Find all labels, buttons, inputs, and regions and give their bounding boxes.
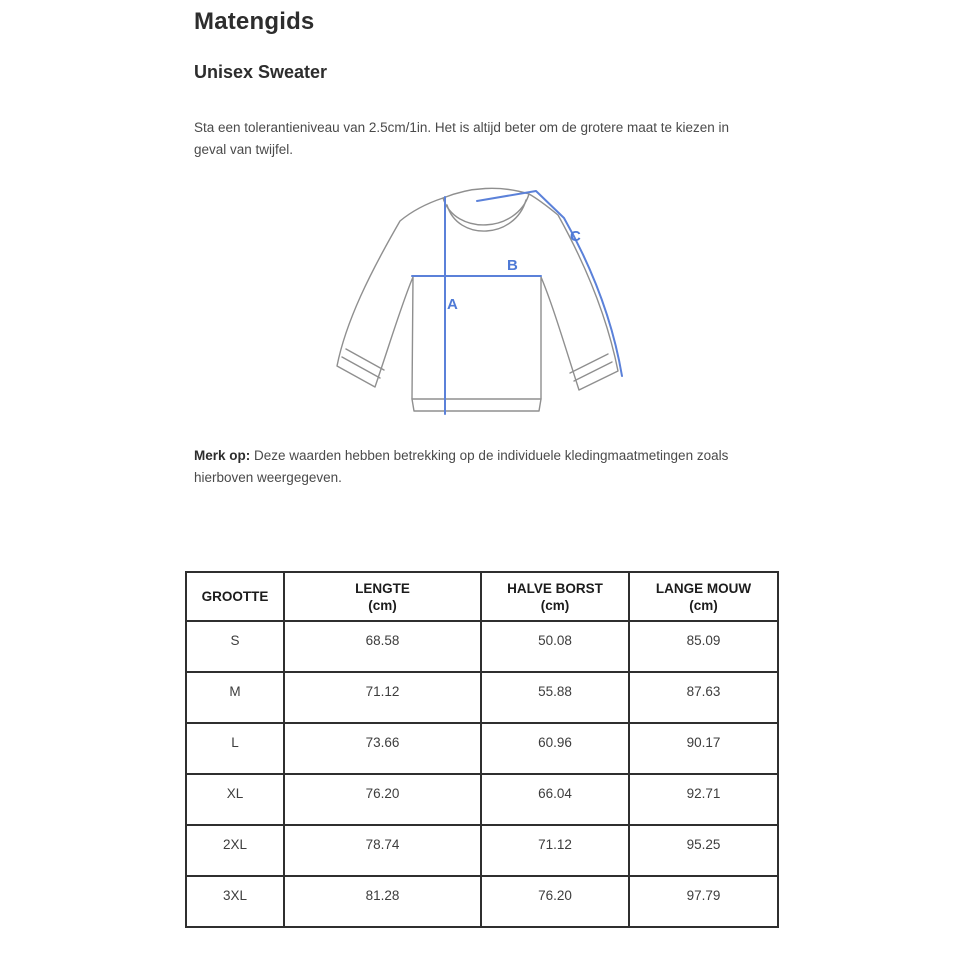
size-cell: S <box>186 621 284 672</box>
column-label: LANGE MOUW <box>655 580 752 596</box>
lengte-cell: 78.74 <box>284 825 481 876</box>
note-text: Deze waarden hebben betrekking op de individuele kledingmaatmetingen zoals hierboven weergegeven. <box>194 448 729 486</box>
note-label: Merk op: <box>194 448 251 464</box>
table-header-row <box>186 572 778 621</box>
column-unit: (cm) <box>540 597 570 613</box>
table-row <box>186 621 778 672</box>
column-label: LENGTE <box>355 580 410 596</box>
size-cell: 2XL <box>186 825 284 876</box>
size-cell: XL <box>186 774 284 825</box>
column-label: HALVE BORST <box>507 580 603 596</box>
table-row <box>186 825 778 876</box>
column-unit: (cm) <box>368 597 397 613</box>
lange-mouw-cell: 95.25 <box>629 825 778 876</box>
product-title: Unisex Sweater <box>194 61 328 82</box>
sweater-illustration <box>330 181 650 421</box>
size-cell: M <box>186 672 284 723</box>
size-cell: L <box>186 723 284 774</box>
lengte-cell: 76.20 <box>284 774 481 825</box>
column-header-lengte <box>284 572 481 621</box>
lengte-cell: 68.58 <box>284 621 481 672</box>
lengte-cell: 71.12 <box>284 672 481 723</box>
column-unit: (cm) <box>689 597 718 613</box>
halve-borst-cell: 60.96 <box>481 723 629 774</box>
lange-mouw-cell: 90.17 <box>629 723 778 774</box>
measurement-label-c: C <box>570 228 581 246</box>
sweater-diagram <box>330 181 650 421</box>
size-cell: 3XL <box>186 876 284 927</box>
column-label: GROOTTE <box>201 589 269 605</box>
measurement-label-a: A <box>447 296 458 314</box>
table-row <box>186 672 778 723</box>
column-header-halve-borst <box>481 572 629 621</box>
lange-mouw-cell: 87.63 <box>629 672 778 723</box>
tolerance-text: Sta een tolerantieniveau van 2.5cm/1in. Het is altijd beter om de grotere maat te kiezen in geval van twijfel. <box>194 120 730 158</box>
table-row <box>186 774 778 825</box>
size-guide-page <box>185 0 777 928</box>
size-table <box>185 571 779 928</box>
lange-mouw-cell: 85.09 <box>629 621 778 672</box>
halve-borst-cell: 55.88 <box>481 672 629 723</box>
page-title: Matengids <box>194 8 315 35</box>
halve-borst-cell: 50.08 <box>481 621 629 672</box>
table-row <box>186 723 778 774</box>
lengte-cell: 81.28 <box>284 876 481 927</box>
lange-mouw-cell: 97.79 <box>629 876 778 927</box>
halve-borst-cell: 66.04 <box>481 774 629 825</box>
column-header-grootte <box>186 572 284 621</box>
column-header-lange-mouw <box>629 572 778 621</box>
measurement-note <box>185 445 763 489</box>
halve-borst-cell: 76.20 <box>481 876 629 927</box>
measurement-label-b: B <box>507 257 518 275</box>
halve-borst-cell: 71.12 <box>481 825 629 876</box>
lange-mouw-cell: 92.71 <box>629 774 778 825</box>
lengte-cell: 73.66 <box>284 723 481 774</box>
table-row <box>186 876 778 927</box>
